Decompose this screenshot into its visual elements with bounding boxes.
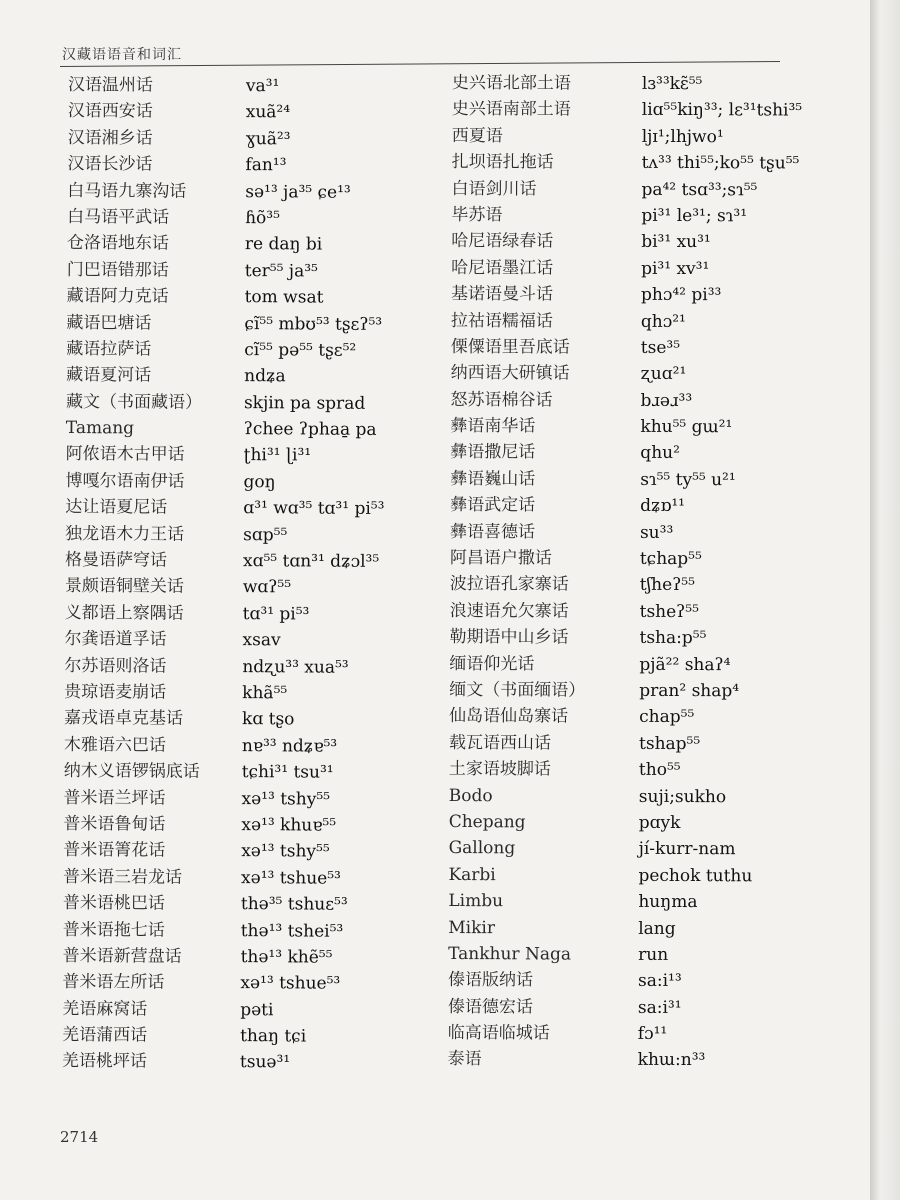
dialect-entry <box>449 809 849 837</box>
dialect-entry <box>66 389 466 418</box>
phonetic-form: lang <box>638 918 676 939</box>
dialect-entry <box>65 547 465 576</box>
dialect-name: 汉语西安话 <box>67 101 153 122</box>
phonetic-form: chap⁵⁵ <box>639 707 695 728</box>
dialect-name: 普米语箐花话 <box>63 840 166 861</box>
phonetic-form: xə¹³ tshy⁵⁵ <box>241 841 330 862</box>
phonetic-form: bɹəɹ³³ <box>640 390 693 411</box>
phonetic-form: re daŋ bi <box>244 234 323 255</box>
dialect-entry <box>65 468 465 497</box>
phonetic-form: va³¹ <box>245 76 280 97</box>
dialect-entry <box>449 730 849 758</box>
phonetic-form: ndʐu³³ xua⁵³ <box>242 656 349 678</box>
dialect-name: 门巴语错那话 <box>66 259 169 281</box>
phonetic-form: xə¹³ tshue⁵³ <box>240 973 341 994</box>
phonetic-form: ɕĩ⁵⁵ mbʊ⁵³ tʂɛʔ⁵³ <box>244 313 383 335</box>
dialect-entry <box>65 521 465 550</box>
dialect-entry <box>64 705 464 734</box>
phonetic-form: xsav <box>242 630 281 651</box>
phonetic-form: sa:i³¹ <box>637 997 682 1018</box>
dialect-name: 普米语左所话 <box>62 972 165 993</box>
dialect-entry <box>65 600 465 629</box>
phonetic-form: tsuə³¹ <box>239 1052 291 1073</box>
dialect-entry <box>448 888 848 916</box>
dialect-name: 白马语九寨沟话 <box>67 180 187 202</box>
dialect-entry <box>448 914 848 942</box>
phonetic-form: qhɔ²¹ <box>640 311 686 332</box>
dialect-entry <box>63 890 463 919</box>
phonetic-form: pjã²² shaʔ⁴ <box>639 654 731 675</box>
dialect-name: Tankhur Naga <box>448 943 572 965</box>
dialect-name: Bodo <box>448 785 493 806</box>
dialect-name: 嘉戎语卓克基话 <box>63 708 184 730</box>
phonetic-form: pəti <box>240 999 274 1020</box>
dialect-entry <box>65 494 465 523</box>
dialect-entry <box>62 996 462 1025</box>
dialect-name: 傣语版纳话 <box>447 970 534 991</box>
dialect-name: 景颇语铜壁关话 <box>64 576 184 598</box>
dialect-entry <box>451 255 851 283</box>
phonetic-form: tho⁵⁵ <box>638 759 681 781</box>
dialect-entry <box>450 492 850 520</box>
dialect-name: 汉语长沙话 <box>67 154 153 175</box>
dialect-name: Mikir <box>448 917 496 938</box>
dialect-name: 缅文（书面缅语） <box>449 679 586 701</box>
left-column <box>62 72 468 1077</box>
dialect-entry <box>63 943 463 972</box>
dialect-name: 白语剑川话 <box>451 178 537 199</box>
dialect-entry <box>448 967 848 995</box>
dialect-entry <box>451 202 851 230</box>
dialect-entry <box>449 677 849 705</box>
phonetic-form: pɑyk <box>638 812 681 833</box>
dialect-name: 白马语平武话 <box>67 206 170 228</box>
dialect-entry <box>63 864 463 893</box>
phonetic-form: cĩ⁵⁵ pə⁵⁵ tʂɛ⁵² <box>244 339 357 361</box>
dialect-entry <box>63 837 463 866</box>
dialect-name: 普米语拖七话 <box>62 919 165 941</box>
phonetic-form: xə¹³ khuɐ⁵⁵ <box>241 815 337 836</box>
dialect-entry <box>67 204 467 233</box>
dialect-entry <box>448 1046 848 1074</box>
dialect-name: 普米语新营盘话 <box>62 945 182 967</box>
dialect-entry <box>450 545 850 573</box>
phonetic-form: thaŋ tɕi <box>240 1026 307 1047</box>
dialect-entry <box>67 178 467 207</box>
dialect-entry <box>68 72 468 101</box>
dialect-entry <box>66 362 466 391</box>
dialect-name: 藏语拉萨话 <box>66 338 152 360</box>
dialect-name: 基诺语曼斗话 <box>450 284 554 305</box>
dialect-name: 羌语蒲西话 <box>62 1025 148 1046</box>
dialect-entry <box>449 783 849 811</box>
dialect-name: 藏语夏河话 <box>66 365 152 386</box>
dialect-entry <box>63 811 463 840</box>
phonetic-form: xə¹³ tshue⁵³ <box>241 867 341 889</box>
dialect-entry <box>449 624 849 652</box>
dialect-name: Limbu <box>448 891 504 912</box>
phonetic-form: ter⁵⁵ ja³⁵ <box>244 260 318 282</box>
dialect-entry <box>452 149 852 177</box>
dialect-entry <box>68 98 468 127</box>
dialect-name: 哈尼语墨江话 <box>451 257 554 279</box>
dialect-entry <box>452 123 852 151</box>
dialect-entry <box>67 257 467 286</box>
dialect-name: 普米语兰坪话 <box>63 787 166 809</box>
phonetic-form: bi³¹ xu³¹ <box>641 232 711 253</box>
dialect-name: 怒苏语棉谷话 <box>450 389 553 411</box>
dialect-entry <box>65 573 465 602</box>
phonetic-form: ʔchee ʔphaa̱ pa <box>243 419 377 440</box>
phonetic-form: xə¹³ tshy⁵⁵ <box>241 788 331 810</box>
phonetic-form: kɑ tʂo <box>241 709 295 730</box>
dialect-entry <box>448 941 848 969</box>
dialect-entry <box>62 1048 462 1077</box>
phonetic-form: ɦõ³⁵ <box>245 208 280 229</box>
dialect-name: 仓洛语地东话 <box>66 233 170 254</box>
dialect-name: 波拉语孔家寨话 <box>449 574 569 595</box>
dialect-name: 彝语撒尼话 <box>450 442 536 463</box>
dialect-name: Karbi <box>448 864 496 885</box>
dialect-name: 哈尼语绿春话 <box>451 231 554 252</box>
dialect-entry <box>68 125 468 154</box>
phonetic-form: tʌ³³ thi⁵⁵;ko⁵⁵ tʂu⁵⁵ <box>641 153 800 174</box>
phonetic-form: sɑp⁵⁵ <box>243 524 288 545</box>
dialect-entry <box>452 70 852 98</box>
dialect-name: 拉祜语糯福话 <box>450 310 553 331</box>
dialect-name: 泰语 <box>447 1049 482 1070</box>
dialect-name: 羌语麻窝话 <box>62 998 148 1020</box>
phonetic-form: khɯ:n³³ <box>637 1050 706 1071</box>
phonetic-form: ɑ³¹ wɑ³⁵ tɑ³¹ pi⁵³ <box>243 498 385 520</box>
running-title: 汉藏语语音和词汇 <box>62 47 182 63</box>
dialect-entry <box>67 151 467 180</box>
phonetic-form: pa⁴² tsɑ³³;sɿ⁵⁵ <box>641 179 758 200</box>
dialect-name: 尔苏语则洛话 <box>64 655 167 677</box>
dialect-name: 仙岛语仙岛寨话 <box>449 706 569 727</box>
dialect-name: 载瓦语西山话 <box>449 732 552 754</box>
dialect-name: 汉语温州话 <box>67 74 153 96</box>
dialect-name: 藏语阿力克话 <box>66 286 169 307</box>
phonetic-form: fan¹³ <box>245 155 287 176</box>
dialect-entry <box>64 679 464 708</box>
dialect-name: 浪速语允欠寨话 <box>449 600 569 622</box>
dialect-entry <box>66 336 466 365</box>
dialect-entry <box>63 916 463 945</box>
phonetic-form: goŋ <box>243 471 276 493</box>
dialect-entry <box>64 653 464 682</box>
phonetic-form: ndʑa <box>244 366 286 387</box>
phonetic-form: tɕhap⁵⁵ <box>639 548 702 570</box>
phonetic-form: wɑʔ⁵⁵ <box>242 577 292 598</box>
phonetic-form: ljɪ¹;lhjwo¹ <box>641 126 724 147</box>
dialect-name: 彝语巍山话 <box>450 468 536 490</box>
dialect-name: 贵琼语麦崩话 <box>64 681 167 703</box>
phonetic-form: skjin pa sprad <box>243 392 366 414</box>
phonetic-form: thə¹³ khẽ⁵⁵ <box>240 946 333 968</box>
phonetic-form: khu⁵⁵ gɯ²¹ <box>640 416 733 438</box>
dialect-entry <box>448 994 848 1022</box>
phonetic-form: ɣuã²³ <box>245 128 291 150</box>
phonetic-form: xuã²⁴ <box>245 102 291 123</box>
phonetic-form: pi³¹ le³¹; sɿ³¹ <box>641 205 748 227</box>
dialect-name: 博嘎尔语南伊话 <box>65 470 185 492</box>
dialect-name: 羌语桃坪话 <box>61 1051 148 1072</box>
phonetic-form: xɑ⁵⁵ tɑn³¹ dʑɔl³⁵ <box>242 551 380 572</box>
dialect-entry <box>451 281 851 309</box>
phonetic-form: pran² shap⁴ <box>639 680 740 702</box>
dialect-name: 纳木义语锣锅底话 <box>63 761 200 782</box>
dialect-entry <box>64 732 464 761</box>
dialect-entry <box>449 703 849 731</box>
dialect-name: 格曼语萨穹话 <box>64 550 168 571</box>
dialect-name: 勒期语中山乡话 <box>449 627 569 648</box>
dialect-entry <box>449 756 849 784</box>
dialect-name: 藏文（书面藏语） <box>65 391 203 413</box>
dialect-name: 毕苏语 <box>451 204 503 226</box>
dialect-entry <box>451 176 851 204</box>
dialect-name: 临高语临城话 <box>447 1023 550 1044</box>
dialect-entry <box>62 969 462 998</box>
dialect-entry <box>450 519 850 547</box>
phonetic-form: tʃheʔ⁵⁵ <box>639 575 695 596</box>
dialect-name: 史兴语北部土语 <box>451 72 571 94</box>
phonetic-form: tɑ³¹ pi⁵³ <box>242 603 310 625</box>
dialect-name: 普米语鲁甸话 <box>63 813 166 835</box>
dialect-entry <box>450 413 850 441</box>
phonetic-form: tom wsat <box>244 287 324 308</box>
dialect-entry <box>64 626 464 655</box>
phonetic-form: run <box>638 944 669 965</box>
dialect-name: 彝语南华话 <box>450 416 536 437</box>
dialect-name: 傣语德宏话 <box>447 996 533 1018</box>
phonetic-form: tse³⁵ <box>640 337 681 358</box>
dialect-entry <box>67 283 467 312</box>
phonetic-form: tɕhi³¹ tsu³¹ <box>241 762 334 783</box>
dialect-name: 普米语三岩龙话 <box>63 866 183 888</box>
dialect-name: 尔龚语道孚话 <box>64 629 167 650</box>
dialect-entry <box>450 598 850 626</box>
phonetic-form: sɿ⁵⁵ ty⁵⁵ u²¹ <box>640 469 736 491</box>
dialect-name: 彝语武定话 <box>450 495 536 516</box>
dialect-name: Gallong <box>448 838 516 859</box>
phonetic-form: jí-kurr-nam <box>638 839 736 860</box>
phonetic-form: tsha:p⁵⁵ <box>639 628 707 649</box>
dialect-name: 扎坝语扎拖话 <box>451 152 554 173</box>
phonetic-form: thə¹³ tshei⁵³ <box>240 920 344 942</box>
dialect-name: 彝语喜德话 <box>449 521 536 543</box>
phonetic-form: ʐuɑ²¹ <box>640 364 687 385</box>
dialect-name: Tamang <box>65 418 135 439</box>
dialect-name: 达让语夏尼话 <box>65 497 168 518</box>
phonetic-form: ʈhi³¹ ɭi³¹ <box>243 445 312 466</box>
dialect-entry <box>449 835 849 863</box>
phonetic-form: fɔ¹¹ <box>637 1023 668 1045</box>
page-edge <box>870 0 900 1200</box>
phonetic-form: sə¹³ ja³⁵ ɕe¹³ <box>245 181 351 203</box>
right-column <box>448 70 852 1075</box>
dialect-name: 阿侬语木古甲话 <box>65 444 185 466</box>
dialect-name: 缅语仰光话 <box>449 653 535 674</box>
dialect-name: 藏语巴塘话 <box>66 312 152 334</box>
page-number: 2714 <box>60 1128 99 1146</box>
dialect-entry <box>452 96 852 124</box>
dialect-name: Chepang <box>448 811 526 833</box>
dialect-entry <box>450 571 850 599</box>
dialect-entry <box>451 228 851 256</box>
dialect-name: 普米语桃巴话 <box>62 893 165 914</box>
dialect-name: 史兴语南部土语 <box>451 99 571 120</box>
dialect-entry <box>66 441 466 470</box>
dialect-entry <box>63 785 463 814</box>
dialect-entry <box>67 230 467 259</box>
phonetic-form: dʑɒ¹¹ <box>640 496 686 517</box>
dialect-name: 汉语湘乡话 <box>67 127 153 149</box>
phonetic-form: pi³¹ xv³¹ <box>641 258 710 279</box>
phonetic-form: lɜ³³kɛ̃⁵⁵ <box>641 73 703 95</box>
dialect-entry <box>451 308 851 336</box>
phonetic-form: huŋma <box>638 891 698 913</box>
dialect-entry <box>62 1022 462 1051</box>
dialect-entry <box>66 415 466 444</box>
dialect-name: 木雅语六巴话 <box>63 734 166 756</box>
phonetic-form: phɔ⁴² pi³³ <box>640 284 722 306</box>
dialect-entry <box>451 334 851 362</box>
dialect-entry <box>450 439 850 467</box>
dialect-entry <box>451 360 851 388</box>
phonetic-form: suji;sukho <box>638 786 727 807</box>
phonetic-form: thə³⁵ tshuɛ⁵³ <box>240 894 348 915</box>
dialect-name: 西夏语 <box>451 125 503 147</box>
phonetic-form: su³³ <box>639 522 674 543</box>
phonetic-form: sa:i¹³ <box>637 971 682 992</box>
dialect-name: 土家语坡脚话 <box>448 759 551 780</box>
phonetic-form: tsheʔ⁵⁵ <box>639 601 699 622</box>
dialect-name: 阿昌语户撒话 <box>449 548 552 569</box>
phonetic-form: nɐ³³ ndʑɐ⁵³ <box>241 735 338 757</box>
dialect-entry <box>448 862 848 890</box>
dialect-entry <box>448 1020 848 1048</box>
dialect-name: 独龙语木力王话 <box>65 523 185 545</box>
dialect-name: 义都语上察隅话 <box>64 602 184 624</box>
dialect-entry <box>66 310 466 339</box>
dialect-name: 纳西语大研镇话 <box>450 363 570 384</box>
dialect-entry <box>64 758 464 787</box>
phonetic-form: tshap⁵⁵ <box>639 733 701 754</box>
phonetic-form: pechok tuthu <box>638 865 753 887</box>
dialect-entry <box>450 466 850 494</box>
dialect-name: 傈僳语里吾底话 <box>450 336 570 358</box>
phonetic-form: qhu² <box>640 443 680 464</box>
dialect-entry <box>449 651 849 679</box>
phonetic-form: khã⁵⁵ <box>242 683 288 704</box>
dialect-entry <box>451 387 851 415</box>
phonetic-form: liɑ⁵⁵kiŋ³³; lɛ³¹tshi³⁵ <box>641 100 803 121</box>
